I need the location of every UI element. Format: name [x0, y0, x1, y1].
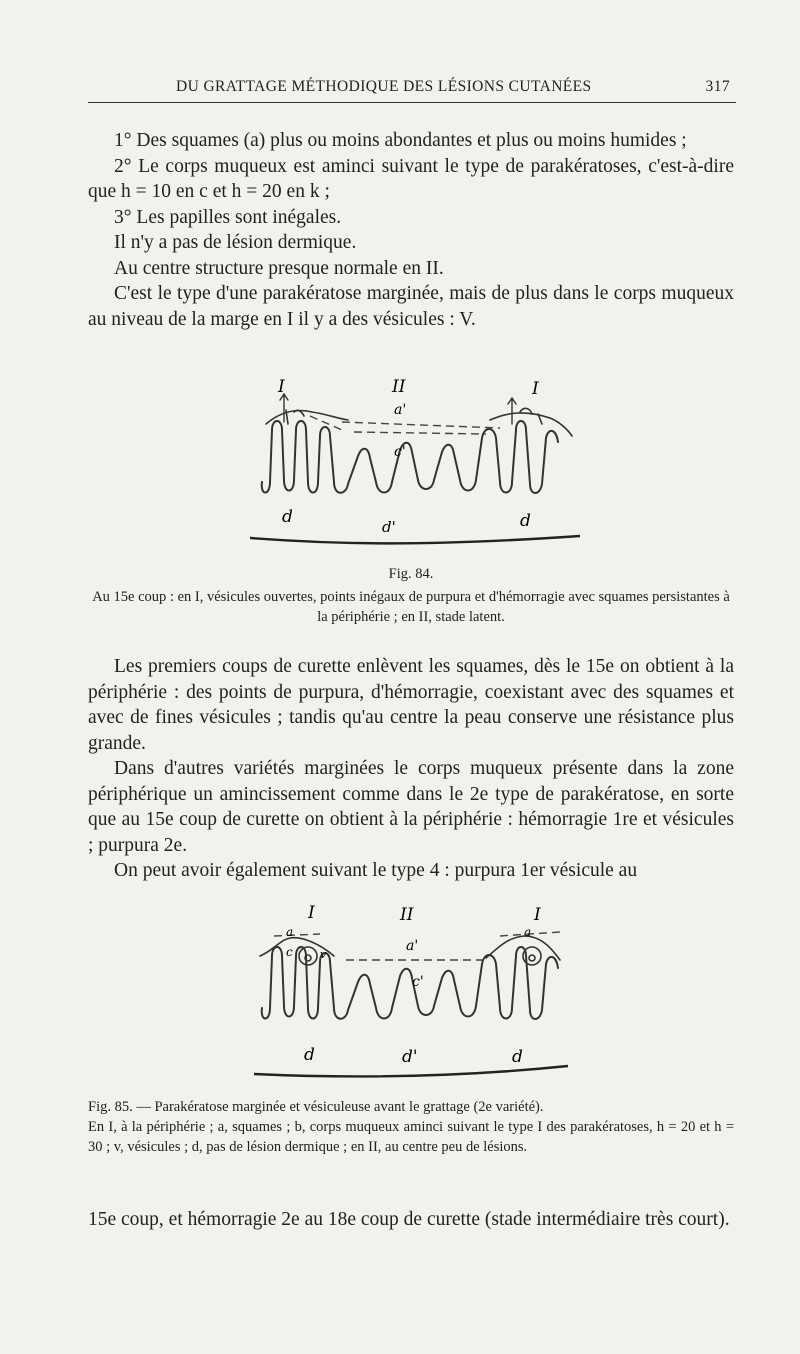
epidermis-papillae-line [262, 947, 558, 1019]
label-a-prime: a' [394, 402, 407, 418]
paragraph-first-strokes: Les premiers coups de curette enlèvent les squames, dès le 15e on obtient à la périphérie : des points de purpura, d'hémorragie, coexistant avec des squames et avec de fines vésicules ; tandis qu'au centre la peau conserve une résistance plus grande. [88, 656, 734, 754]
paragraph-type-4: On peut avoir également suivant le type 4 : purpura 1er vésicule au [114, 860, 638, 881]
center-structure-line: Au centre structure presque normale en II. [114, 257, 444, 279]
header-rule [88, 102, 736, 103]
dermis-baseline [254, 1066, 568, 1076]
top-text-block [88, 128, 734, 332]
label-c-left: c [286, 945, 293, 959]
label-c-prime: c' [394, 444, 406, 460]
squames-dashed-left [274, 934, 320, 936]
label-II: II [392, 377, 406, 397]
label-d-right: d [512, 1047, 523, 1067]
surface-line-right [490, 413, 572, 436]
label-d-left: d [282, 507, 293, 527]
vesicle-right-dot [529, 955, 535, 961]
item-1: 1° Des squames (a) plus ou moins abondantes et plus ou moins humides ; [114, 130, 687, 151]
label-I-left: I [308, 903, 315, 923]
label-II: II [400, 905, 414, 925]
label-v: v [320, 948, 327, 961]
item-2: 2° Le corps muqueux est aminci suivant le type de parakératoses, c'est-à-dire que h = 10 en c et h = 20 en k ; [88, 155, 734, 202]
figure-85-title: Fig. 85. — Parakératose marginée et vésiculeuse avant le grattage (2e variété). [88, 1099, 544, 1115]
item-3: 3° Les papilles sont inégales. [114, 206, 342, 228]
bottom-text-block [88, 1207, 734, 1233]
label-c-prime: c' [412, 974, 424, 990]
label-d-prime: d' [402, 1047, 418, 1067]
figure-84-title: Fig. 84. [388, 566, 434, 582]
middle-text-block [88, 654, 734, 884]
label-a-prime: a' [406, 938, 419, 954]
label-a-right: a [524, 925, 532, 939]
figure-84-caption: Au 15e coup : en I, vésicules ouvertes, points inégaux de purpura et d'hémorragie avec squames persistantes à la périphérie ; en II, stade latent. [92, 589, 730, 625]
running-header [88, 76, 732, 102]
squames-dashed-line-1 [342, 422, 500, 428]
continuation-paragraph: 15e coup, et hémorragie 2e au 18e coup de curette (stade intermédiaire très court). [88, 1209, 730, 1230]
label-d-right: d [520, 511, 531, 531]
type-description-paragraph: C'est le type d'une parakératose marginée, mais de plus dans le corps muqueux au niveau de la marge en I il y a des vésicules : V. [88, 283, 734, 330]
squames-dashed-line-2 [354, 432, 486, 434]
label-d-prime: d' [382, 518, 396, 536]
no-dermal-lesion-line: Il n'y a pas de lésion dermique. [114, 232, 357, 253]
page-number: 317 [705, 78, 730, 95]
vesicle-left [299, 947, 317, 965]
running-title: DU GRATTAGE MÉTHODIQUE DES LÉSIONS CUTANÉES [176, 78, 592, 95]
label-I-right: I [534, 905, 541, 925]
figure-84-drawing [250, 372, 590, 562]
figure-85-drawing [250, 898, 590, 1086]
label-I-left: I [278, 377, 285, 397]
epidermis-papillae-line [262, 421, 558, 493]
label-I-right: I [532, 379, 539, 399]
label-d-left: d [304, 1045, 315, 1065]
dermis-baseline [250, 536, 580, 543]
paragraph-other-varieties: Dans d'autres variétés marginées le corps muqueux présente dans la zone périphérique un amincissement comme dans le 2e type de parakératose, en sorte que au 15e coup de curette on obtient à la périphérie : hémorragie 1re et vésicules ; purpura 2e. [88, 758, 734, 856]
label-a-left: a [286, 925, 294, 939]
figure-85-caption: En I, à la périphérie ; a, squames ; b, corps muqueux aminci suivant le type I des parakératoses, h = 20 et h = 30 ; v, vésicules ; d, pas de lésion dermique ; en II, au centre peu de lésions. [88, 1119, 734, 1155]
arrow-right [508, 398, 516, 424]
